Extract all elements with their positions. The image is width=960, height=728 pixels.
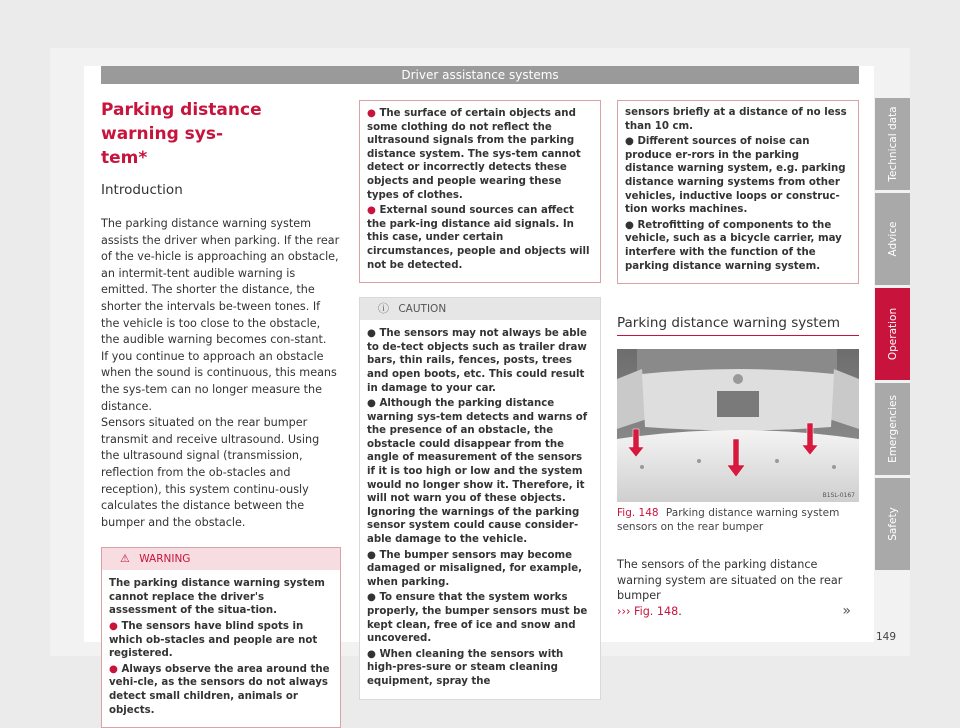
warning-box [101,547,341,728]
tab-advice[interactable]: Advice [875,193,910,285]
caution-circle-icon: ⓘ [378,302,389,316]
warning-body [102,570,340,727]
figure-caption [617,507,859,534]
continue-icon: » [842,603,851,620]
closing-paragraph-wrap [617,557,859,619]
caution-bullet-2: ● Although the parking distance warning sys-tem detects and warns of the presence of an obstacle, the obstacle could disappear from the angle of measurement of the sensors if it is too high or low and the system would no longer show it. Therefore, it will not warn you of these objects. Ignoring the warnings of the parking sensor system could cause consider-able damage to the vehicle. [367,398,588,546]
warning-triangle-icon: ⚠ [120,552,130,566]
bullet-icon: ● [109,663,118,675]
warning-bullet-4: ● External sound sources can affect the park-ing distance aid signals. In this case, under certain circumstances, people and objects will not be detected. [367,205,590,271]
section-title: Parking distance warning system [617,314,859,336]
chapter-header: Driver assistance systems [101,66,859,84]
warning-bullet-1: ● The sensors have blind spots in which ob-stacles and people are not registered. [109,621,318,660]
bullet-icon: ● [625,219,634,231]
caution-box-continued [617,100,859,284]
caution-bullet-4: ● To ensure that the system works properly, the bumper sensors must be kept clean, free of ice and snow and uncovered. [367,592,588,645]
page-number: 149 [876,631,897,643]
caution-bullet-6: ● Different sources of noise can produce er-rors in the parking distance warning system, e.g. parking distance warning systems from other vehicles, inductive loops or construc-tion works machines. [625,136,846,216]
figure-rear-bumper [617,349,859,502]
intro-paragraph-3: Sensors situated on the rear bumper transmit and receive ultrasound. Using the ultrasound signal (transmission, reflection from the ob-stacles and reception), this system continu-ously calculates the distance between the bumper and the obstacle. [101,416,320,529]
figure-link[interactable]: ››› Fig. 148 [617,604,679,618]
sensor-2 [697,459,701,463]
tab-emergencies[interactable]: Emergencies [875,383,910,475]
caution-body [360,320,600,698]
bullet-icon: ● [625,136,634,148]
warning-bullet-2: ● Always observe the area around the vehi-cle, as the sensors do not always detect small children, animals or objects. [109,663,330,716]
warning-header [102,548,340,570]
rear-bumper-illustration [617,349,859,502]
intro-paragraph-1: The parking distance warning system assists the driver when parking. If the rear of the ve-hicle is approaching an obstacle, an intermit-tent audible warning is emitted. The shorter the distance, the shorter the intervals be-tween tones. If the vehicle is too close to the obstacle, the audible warning becomes con-stant. [101,217,340,347]
intro-paragraph-2: If you continue to approach an obstacle when the sound is continuous, this means the sys-tem can no longer measure the distance. [101,349,337,413]
caution-box [359,297,601,699]
caution-bullet-5: ● When cleaning the sensors with high-pres-sure or steam cleaning equipment, spray the [367,648,564,687]
caution-label: CAUTION [398,303,447,316]
closing-paragraph: The sensors of the parking distance warning system are situated on the rear bumper ››› Fig. 148. [617,558,843,618]
warning-box-continued [359,100,601,283]
warning-bullet-3: ● The surface of certain objects and some clothing do not reflect the ultrasound signals from the parking distance system. The sys-tem cannot detect or incorrectly detects these objects and people wearing these types of clothes. [367,108,581,201]
bullet-icon: ● [367,648,376,660]
bullet-icon: ● [367,398,376,410]
sensor-4 [832,465,836,469]
figure-code: B1SL-0167 [822,492,855,500]
column-2 [359,100,601,700]
caution-bullet-7: ● Retrofitting of components to the vehicle, such as a bicycle carrier, may interfere with the function of the parking distance warning system. [625,219,842,272]
caution-bullet-3: ● The bumper sensors may become damaged or misaligned, for example, when parking. [367,549,582,588]
warning-label: WARNING [139,553,191,566]
plate-recess [717,391,759,417]
bullet-icon: ● [367,328,376,340]
side-tabs [875,98,910,573]
tab-technical-data[interactable]: Technical data [875,98,910,190]
warning-continued-body [360,101,600,282]
sensor-3 [775,459,779,463]
column-1 [101,98,341,728]
bullet-icon: ● [367,592,376,604]
brand-logo [733,374,743,384]
bullet-icon: ● [367,205,376,217]
column-3 [617,100,859,619]
tab-operation[interactable]: Operation [875,288,910,380]
caution-bullet-1: ● The sensors may not always be able to de-tect objects such as trailer draw bars, thin rails, fences, posts, trees and open boots, etc. This could result in damage to your car. [367,328,587,394]
figure-caption-text: Parking distance warning system sensors on the rear bumper [617,507,840,533]
caution-continued-text: sensors briefly at a distance of no less than 10 cm. [625,107,847,132]
sensor-1 [640,465,644,469]
bullet-icon: ● [109,621,118,633]
tab-safety[interactable]: Safety [875,478,910,570]
section-heading: Parking distance warning sys- tem* [101,100,262,168]
subsection-heading: Introduction [101,182,183,198]
caution-continued-body [618,101,858,283]
figure-number: Fig. 148 [617,507,659,520]
bullet-icon: ● [367,108,376,119]
caution-header [360,298,600,320]
bullet-icon: ● [367,549,376,561]
warning-intro: The parking distance warning system cannot replace the driver's assessment of the situa-tion. [109,578,325,617]
